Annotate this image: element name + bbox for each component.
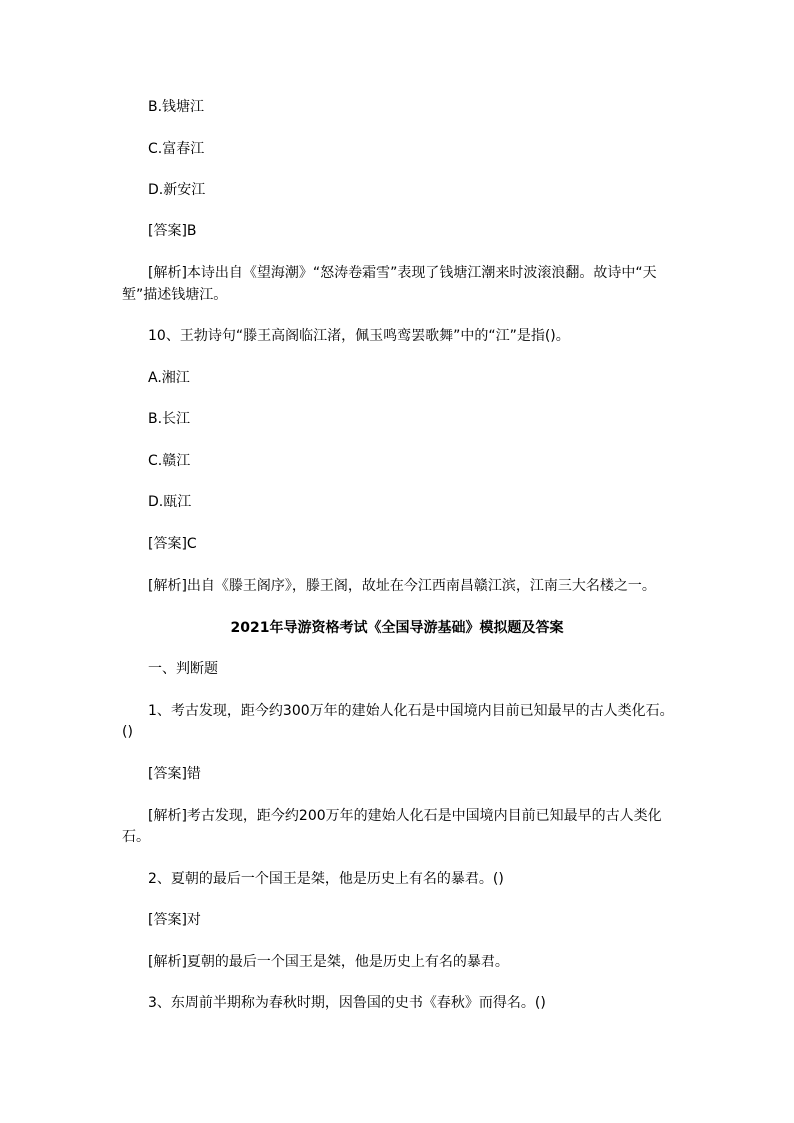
q9-option-c: C.富春江 (148, 141, 205, 157)
q10-analysis: [解析]出自《滕王阁序》，滕王阁，故址在今江西南昌赣江滨，江南三大名楼之一。 (148, 578, 656, 594)
j1-analysis-line2: 石。 (122, 829, 150, 845)
q10-question: 10、王勃诗句“滕王高阁临江渚，佩玉鸣鸾罢歌舞”中的“江”是指()。 (148, 328, 570, 344)
section-title: 2021年导游资格考试《全国导游基础》模拟题及答案 (230, 620, 564, 636)
j2-analysis: [解析]夏朝的最后一个国王是桀，他是历史上有名的暴君。 (148, 954, 509, 970)
q9-analysis-line1: [解析]本诗出自《望海潮》“怒涛卷霜雪”表现了钱塘江潮来时波滚浪翻。故诗中“天 (148, 265, 657, 281)
q9-option-b: B.钱塘江 (148, 99, 205, 115)
j2-answer: [答案]对 (148, 912, 201, 928)
j2-question: 2、夏朝的最后一个国王是桀，他是历史上有名的暴君。() (148, 871, 504, 887)
q10-option-c: C.赣江 (148, 453, 191, 469)
part-heading: 一、判断题 (148, 661, 218, 677)
j1-question-line1: 1、考古发现，距今约300万年的建始人化石是中国境内目前已知最早的古人类化石。 (148, 703, 674, 719)
j1-answer: [答案]错 (148, 766, 201, 782)
j3-question: 3、东周前半期称为春秋时期，因鲁国的史书《春秋》而得名。() (148, 995, 546, 1011)
q9-analysis-line2: 堑”描述钱塘江。 (122, 287, 228, 303)
q9-answer: [答案]B (148, 223, 197, 239)
q10-option-a: A.湘江 (148, 370, 190, 386)
j1-question-line2: () (122, 724, 133, 740)
q9-option-d: D.新安江 (148, 182, 206, 198)
j1-analysis-line1: [解析]考古发现，距今约200万年的建始人化石是中国境内目前已知最早的古人类化 (148, 808, 662, 824)
q10-option-d: D.瓯江 (148, 494, 192, 510)
q10-answer: [答案]C (148, 536, 197, 552)
q10-option-b: B.长江 (148, 411, 191, 427)
